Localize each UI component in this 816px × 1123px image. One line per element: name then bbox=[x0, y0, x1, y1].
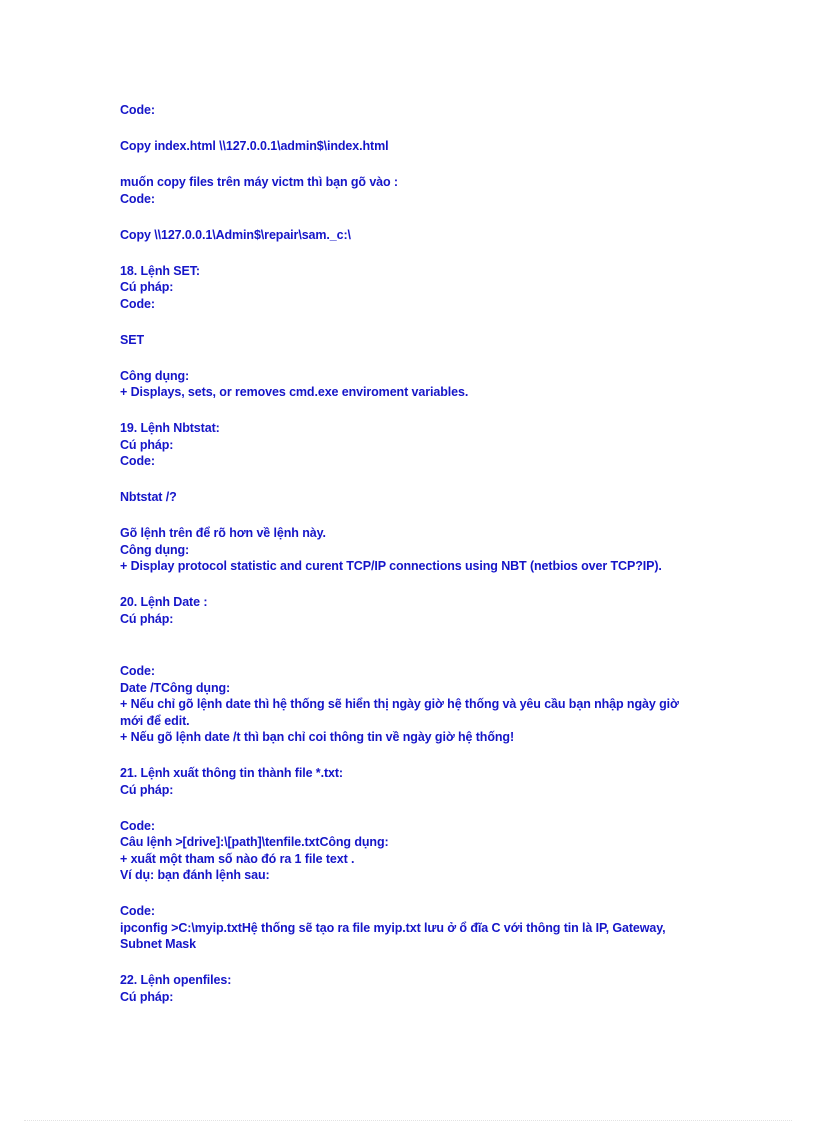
text-line: Công dụng: bbox=[120, 368, 190, 383]
code-line: Copy \\127.0.0.1\Admin$\repair\sam._c:\ bbox=[120, 227, 351, 242]
text-line: Code: bbox=[120, 103, 155, 117]
text-line: Code: bbox=[120, 904, 155, 918]
document-body bbox=[120, 102, 680, 1005]
text-line: Code: bbox=[120, 454, 155, 468]
text-line: Gõ lệnh trên để rõ hơn về lệnh này. bbox=[120, 526, 326, 540]
section-heading: 19. Lệnh Nbtstat: bbox=[120, 421, 220, 435]
text-line: + Display protocol statistic and curent TCP/IP connections using NBT (netbios over TCP?IP). bbox=[120, 559, 662, 573]
section-heading: 18. Lệnh SET: bbox=[120, 263, 200, 278]
text-line: Code: bbox=[120, 664, 155, 678]
text-line: Cú pháp: bbox=[120, 782, 174, 797]
text-line: + Displays, sets, or removes cmd.exe enviroment variables. bbox=[120, 385, 469, 399]
code-line: Copy index.html \\127.0.0.1\admin$\index.html bbox=[120, 139, 389, 153]
text-line: Công dụng: bbox=[120, 542, 190, 557]
text-line: Code: bbox=[120, 191, 155, 206]
text-line: + Nếu gõ lệnh date /t thì bạn chỉ coi thông tin về ngày giờ hệ thống! bbox=[120, 730, 515, 744]
code-line: Nbtstat /? bbox=[120, 490, 177, 504]
code-line: ipconfig >C:\myip.txtHệ thống sẽ tạo ra file myip.txt lưu ở ổ đĩa C với thông tin là IP, Gateway, Subnet Mask bbox=[120, 920, 666, 951]
text-line: Cú pháp: bbox=[120, 989, 174, 1004]
text-line: Code: bbox=[120, 296, 155, 311]
section-heading: 22. Lệnh openfiles: bbox=[120, 973, 232, 987]
text-line: Code: bbox=[120, 818, 155, 833]
text-line: Ví dụ: bạn đánh lệnh sau: bbox=[120, 868, 270, 882]
page-bottom-border bbox=[24, 1120, 792, 1121]
text-line: + Nếu chỉ gõ lệnh date thì hệ thống sẽ hiển thị ngày giờ hệ thống và yêu cầu bạn nhập ngày giờ mới để edit. bbox=[120, 697, 679, 728]
section-heading: 20. Lệnh Date : bbox=[120, 595, 208, 609]
code-line: Câu lệnh >[drive]:\[path]\tenfile.txtCông dụng: bbox=[120, 835, 389, 849]
code-line: SET bbox=[120, 332, 145, 347]
code-line: Date /TCông dụng: bbox=[120, 680, 231, 695]
text-line: Cú pháp: bbox=[120, 437, 174, 452]
text-line: + xuất một tham số nào đó ra 1 file text . bbox=[120, 851, 355, 866]
text-line: Cú pháp: bbox=[120, 611, 174, 626]
text-line: muốn copy files trên máy victm thì bạn gõ vào : bbox=[120, 175, 398, 189]
text-line: Cú pháp: bbox=[120, 280, 174, 294]
section-heading: 21. Lệnh xuất thông tin thành file *.txt: bbox=[120, 766, 343, 780]
